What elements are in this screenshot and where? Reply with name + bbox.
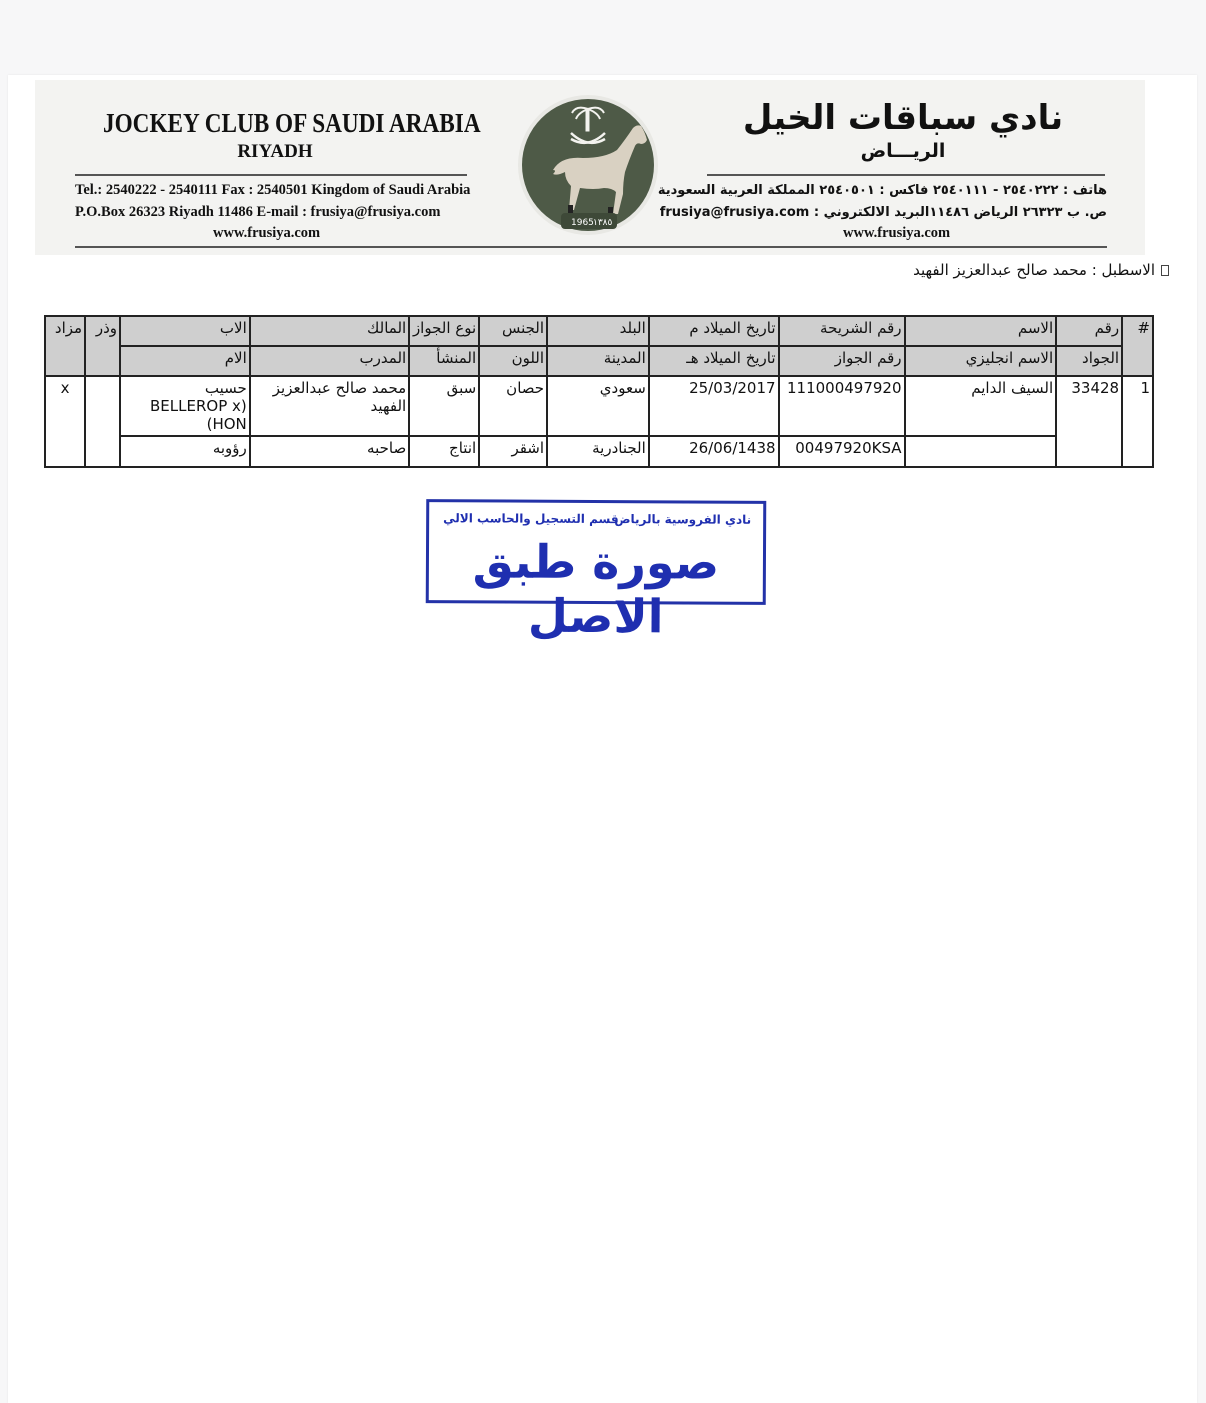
table-row	[45, 436, 1153, 467]
cell-color: اشقر	[479, 436, 547, 467]
col-header-country: البلد	[547, 316, 649, 346]
col-header-city: المدينة	[547, 346, 649, 376]
col-header-dam: الام	[120, 346, 250, 376]
col-header-chip: رقم الشريحة	[779, 316, 905, 346]
col-header-index: #	[1122, 316, 1153, 376]
contact-po-english: P.O.Box 26323 Riyadh 11486 E-mail : frusiya@frusiya.com	[75, 204, 441, 220]
website-arabic: www.frusiya.com	[843, 225, 951, 241]
cell-auction: x	[45, 376, 85, 467]
cell-name: السيف الدايم	[905, 376, 1057, 436]
contact-po-arabic: ص. ب ٢٦٣٢٣ الرياض ١١٤٨٦البريد الالكتروني : frusiya@frusiya.com	[659, 205, 1107, 220]
letterhead-english	[75, 108, 481, 163]
table-header-row	[45, 346, 1153, 376]
document-page	[8, 75, 1197, 1403]
col-header-col-x1: وذر	[85, 316, 120, 376]
col-header-sire: الاب	[120, 316, 250, 346]
cell-country: سعودي	[547, 376, 649, 436]
table-row	[45, 376, 1153, 436]
true-copy-stamp	[426, 499, 767, 644]
cell-origin: انتاج	[409, 436, 479, 467]
contact-tel-english: Tel.: 2540222 - 2540111 Fax : 2540501 Kingdom of Saudi Arabia	[75, 182, 471, 198]
cell-dob-g: 25/03/2017	[649, 376, 779, 436]
checkbox-glyph-icon	[1161, 265, 1169, 276]
col-header-name-en: الاسم انجليزي	[905, 346, 1057, 376]
cell-passport-no: 00497920KSA	[779, 436, 905, 467]
horse-details-table	[44, 315, 1154, 468]
cell-horse-no: 33428	[1056, 376, 1122, 467]
cell-passport-type: سبق	[409, 376, 479, 436]
cell-dam: رؤوبه	[120, 436, 250, 467]
col-header-dob-g: تاريخ الميلاد م	[649, 316, 779, 346]
table-header-row	[45, 316, 1153, 346]
club-name-english: JOCKEY CLUB OF SAUDI ARABIA	[103, 108, 481, 138]
stable-label: الاسطبل : محمد صالح عبدالعزيز الفهيد	[913, 261, 1155, 279]
divider	[75, 174, 467, 176]
col-header-dob-h: تاريخ الميلاد هـ	[649, 346, 779, 376]
col-header-passport-type: نوع الجواز	[409, 316, 479, 346]
col-header-name: الاسم	[905, 316, 1057, 346]
club-name-arabic: نادي سباقات الخيل	[742, 98, 1064, 138]
col-header-horse: الجواد	[1056, 346, 1122, 376]
emblem-year-hijri: ١٣٨٥	[593, 218, 613, 228]
cell-city: الجنادرية	[547, 436, 649, 467]
col-header-trainer: المدرب	[250, 346, 409, 376]
club-emblem	[513, 95, 663, 235]
col-header-auction: مزاد	[45, 316, 85, 376]
cell-chip: 111000497920	[779, 376, 905, 436]
cell-index: 1	[1122, 376, 1153, 467]
stamp-main-text: صورة طبق الاصل	[472, 534, 720, 644]
city-arabic: الريـــاض	[860, 140, 946, 162]
col-header-origin: المنشأ	[409, 346, 479, 376]
col-header-sex: الجنس	[479, 316, 547, 346]
stable-line	[913, 261, 1169, 279]
cell-col-x1	[85, 376, 120, 467]
stamp-club-name: نادي الفروسية بالرياض	[614, 512, 752, 527]
website-english: www.frusiya.com	[213, 225, 321, 241]
col-header-color: اللون	[479, 346, 547, 376]
cell-name-en	[905, 436, 1057, 467]
letterhead-arabic	[703, 98, 1103, 162]
bottom-divider	[75, 246, 1107, 248]
stamp-department: قسم التسجيل والحاسب الالي	[443, 511, 619, 527]
col-header-horse-no: رقم	[1056, 316, 1122, 346]
cell-sex: حصان	[479, 376, 547, 436]
divider	[707, 174, 1105, 176]
col-header-passport-no: رقم الجواز	[779, 346, 905, 376]
letterhead	[35, 80, 1145, 255]
cell-dob-h: 26/06/1438	[649, 436, 779, 467]
city-english: RIYADH	[237, 141, 313, 162]
emblem-year-gregorian: 1965	[571, 218, 594, 228]
cell-owner: محمد صالح عبدالعزيز الفهيد	[250, 376, 409, 436]
cell-sire: حسيب (BELLEROP x HON)	[120, 376, 250, 436]
contact-tel-arabic: هاتف : ٢٥٤٠٢٢٢ - ٢٥٤٠١١١ فاكس : ٢٥٤٠٥٠١ المملكة العربية السعودية	[657, 183, 1107, 198]
col-header-owner: المالك	[250, 316, 409, 346]
cell-trainer: صاحبه	[250, 436, 409, 467]
